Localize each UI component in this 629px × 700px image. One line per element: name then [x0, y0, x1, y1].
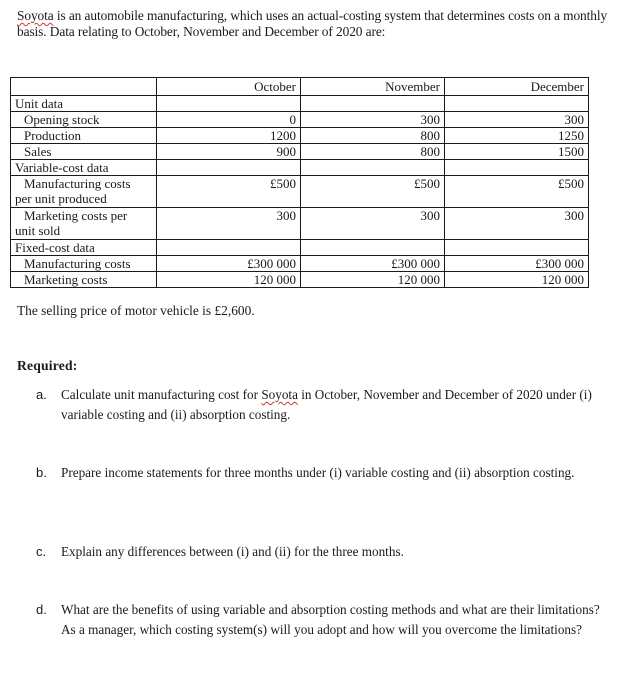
cell-december	[445, 160, 589, 176]
question-letter: c.	[36, 544, 47, 559]
cell-november: £300 000	[301, 256, 445, 272]
row-label-line2: unit sold	[15, 223, 61, 238]
cell-december: £500	[445, 176, 589, 208]
cell-october: 120 000	[157, 272, 301, 288]
row-label: Fixed-cost data	[11, 240, 157, 256]
cell-october: £500	[157, 176, 301, 208]
cell-november	[301, 96, 445, 112]
table-row-unit-data	[11, 96, 589, 112]
row-label-text: Sales	[24, 144, 52, 159]
row-label	[11, 144, 157, 160]
question-letter: d.	[36, 602, 47, 617]
row-label-text: Manufacturing costs	[24, 256, 131, 271]
cell-december: 300	[445, 208, 589, 240]
row-label	[11, 112, 157, 128]
cell-october: 0	[157, 112, 301, 128]
table-row-variable-cost-data	[11, 160, 589, 176]
header-november: November	[301, 78, 445, 96]
row-label: Unit data	[11, 96, 157, 112]
cell-october: 1200	[157, 128, 301, 144]
question-letter: b.	[36, 465, 47, 480]
cell-october	[157, 96, 301, 112]
cell-october: £300 000	[157, 256, 301, 272]
table-row-marketing-cost-per-unit	[11, 208, 589, 240]
row-label	[11, 176, 157, 208]
table-row-fixed-manufacturing-costs	[11, 256, 589, 272]
row-label	[11, 208, 157, 240]
company-name-misspelled: Soyota	[17, 8, 54, 23]
cell-october	[157, 160, 301, 176]
company-name-misspelled: Soyota	[261, 387, 298, 402]
table-row-production	[11, 128, 589, 144]
row-label	[11, 128, 157, 144]
cell-november	[301, 240, 445, 256]
intro-text: is an automobile manufacturing, which uses an actual-costing system that determines costs on a monthly basis. Data relating to October, November and December of 2020 are:	[17, 8, 608, 39]
cell-november: 300	[301, 208, 445, 240]
question-text-post: in October, November and December of 2020 under (i) variable costing and (ii) absorption costing.	[61, 387, 592, 422]
question-text: What are the benefits of using variable and absorption costing methods and what are their limitations? As a manager, which costing system(s) will you adopt and how will you overcome the limitations?	[61, 602, 600, 637]
row-label	[11, 256, 157, 272]
cost-data-table	[10, 77, 589, 288]
cell-october: 300	[157, 208, 301, 240]
header-blank	[11, 78, 157, 96]
table-row-fixed-marketing-costs	[11, 272, 589, 288]
selling-price-note: The selling price of motor vehicle is £2,600.	[17, 303, 255, 318]
cell-october	[157, 240, 301, 256]
cell-november: £500	[301, 176, 445, 208]
cell-december: 300	[445, 112, 589, 128]
cell-november: 120 000	[301, 272, 445, 288]
cell-december: £300 000	[445, 256, 589, 272]
row-label-line1: Manufacturing costs	[24, 176, 131, 191]
cell-november	[301, 160, 445, 176]
table-row-sales	[11, 144, 589, 160]
question-a	[36, 385, 606, 424]
table-row-opening-stock	[11, 112, 589, 128]
row-label: Variable-cost data	[11, 160, 157, 176]
question-b	[36, 463, 606, 483]
question-text: Prepare income statements for three months under (i) variable costing and (ii) absorption costing.	[61, 465, 575, 480]
cell-december: 1250	[445, 128, 589, 144]
cell-december	[445, 96, 589, 112]
cell-december: 1500	[445, 144, 589, 160]
row-label-line2: per unit produced	[15, 191, 107, 206]
required-heading: Required:	[17, 358, 78, 373]
row-label-text: Production	[24, 128, 82, 143]
intro-paragraph	[17, 8, 617, 40]
table-row-manufacturing-cost-per-unit	[11, 176, 589, 208]
question-text-pre: Calculate unit manufacturing cost for	[61, 387, 262, 402]
row-label	[11, 272, 157, 288]
header-december: December	[445, 78, 589, 96]
table-header-row	[11, 78, 589, 96]
cell-november: 800	[301, 144, 445, 160]
table-row-fixed-cost-data	[11, 240, 589, 256]
row-label-line1: Marketing costs per	[24, 208, 128, 223]
cell-november: 800	[301, 128, 445, 144]
question-text: Explain any differences between (i) and (ii) for the three months.	[61, 544, 404, 559]
row-label-text: Opening stock	[24, 112, 100, 127]
row-label-text: Marketing costs	[24, 272, 108, 287]
header-october: October	[157, 78, 301, 96]
question-letter: a.	[36, 387, 47, 402]
cell-october: 900	[157, 144, 301, 160]
question-d	[36, 600, 606, 640]
cell-december	[445, 240, 589, 256]
cell-december: 120 000	[445, 272, 589, 288]
question-c	[36, 542, 606, 562]
cell-november: 300	[301, 112, 445, 128]
question-text	[61, 385, 606, 424]
